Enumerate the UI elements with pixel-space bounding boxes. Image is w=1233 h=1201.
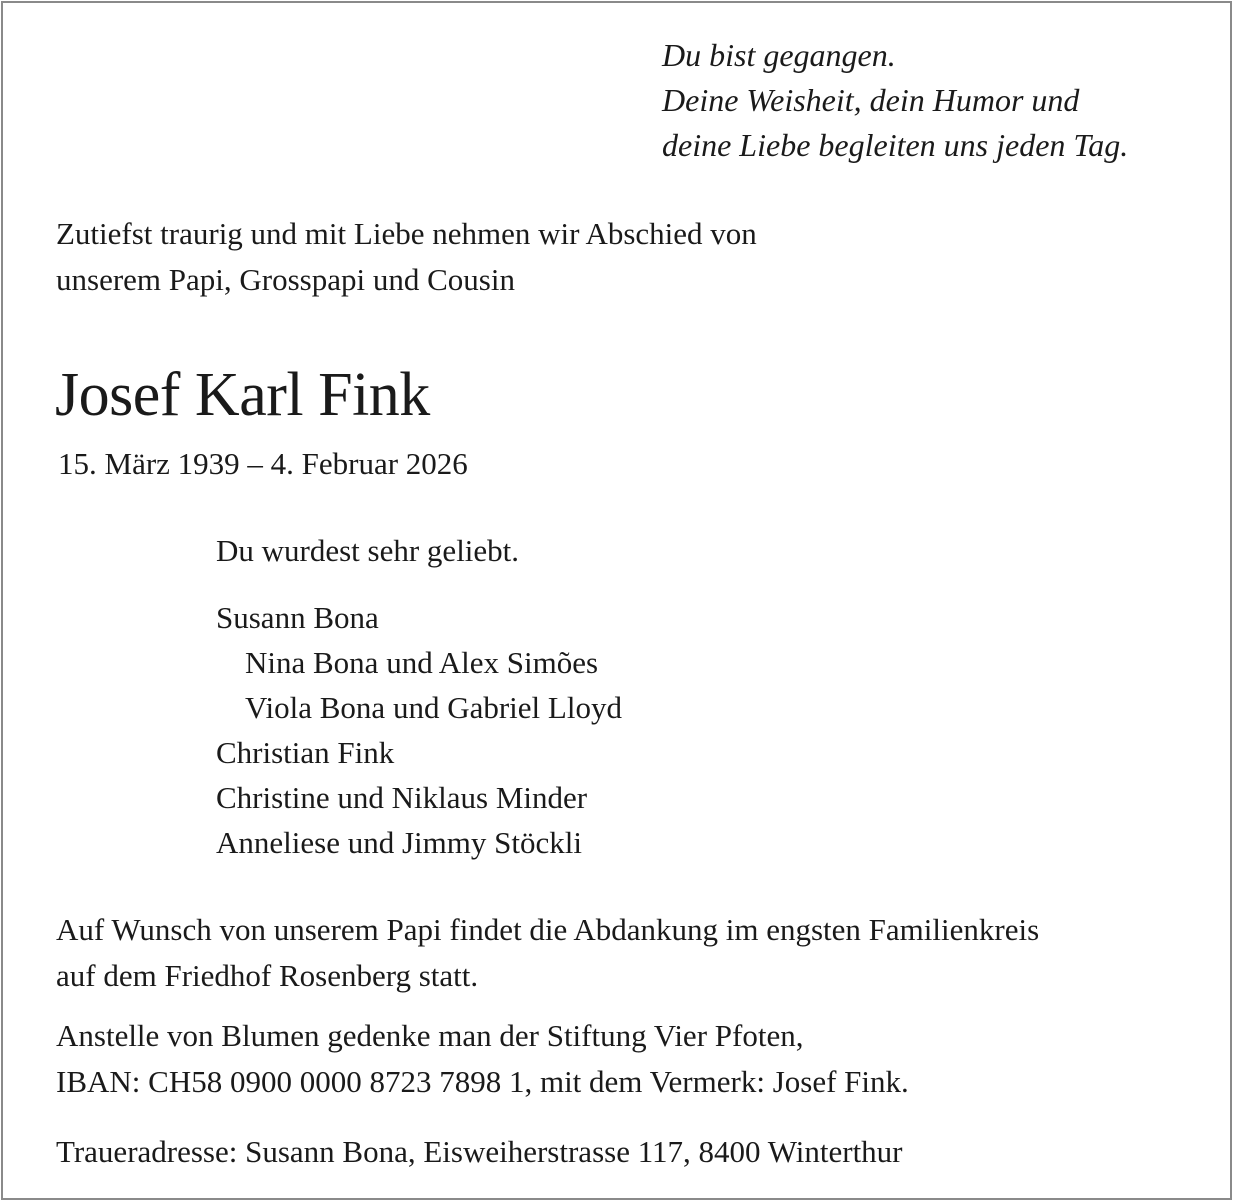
motto-line: Du bist gegangen. xyxy=(662,37,896,73)
motto-verse xyxy=(662,33,1128,168)
funeral-notice xyxy=(56,907,1039,999)
life-dates: 15. März 1939 – 4. Februar 2026 xyxy=(58,446,468,481)
mourner-name: Christine und Niklaus Minder xyxy=(216,780,588,815)
notice-line: auf dem Friedhof Rosenberg statt. xyxy=(56,958,479,993)
donation-line: IBAN: CH58 0900 0000 8723 7898 1, mit dem Vermerk: Josef Fink. xyxy=(56,1064,909,1099)
motto-line: deine Liebe begleiten uns jeden Tag. xyxy=(662,127,1129,163)
mourning-address: Traueradresse: Susann Bona, Eisweiherstrasse 117, 8400 Winterthur xyxy=(56,1134,903,1169)
intro-line: Zutiefst traurig und mit Liebe nehmen wir Abschied von xyxy=(56,216,757,251)
motto-line: Deine Weisheit, dein Humor und xyxy=(662,82,1080,118)
mourners-list xyxy=(216,595,622,865)
mourner-name: Christian Fink xyxy=(216,735,395,770)
obituary-frame xyxy=(1,1,1232,1200)
mourner-name: Anneliese und Jimmy Stöckli xyxy=(216,825,582,860)
mourner-name: Susann Bona xyxy=(216,600,379,635)
mourner-name: Nina Bona und Alex Simões xyxy=(245,645,599,680)
intro-text xyxy=(56,211,757,303)
donation-notice xyxy=(56,1013,909,1105)
farewell-message: Du wurdest sehr geliebt. xyxy=(216,533,520,568)
deceased-name: Josef Karl Fink xyxy=(55,361,430,429)
intro-line: unserem Papi, Grosspapi und Cousin xyxy=(56,262,515,297)
notice-line: Auf Wunsch von unserem Papi findet die Abdankung im engsten Familienkreis xyxy=(56,912,1040,947)
mourner-name: Viola Bona und Gabriel Lloyd xyxy=(245,690,622,725)
donation-line: Anstelle von Blumen gedenke man der Stiftung Vier Pfoten, xyxy=(56,1018,804,1053)
